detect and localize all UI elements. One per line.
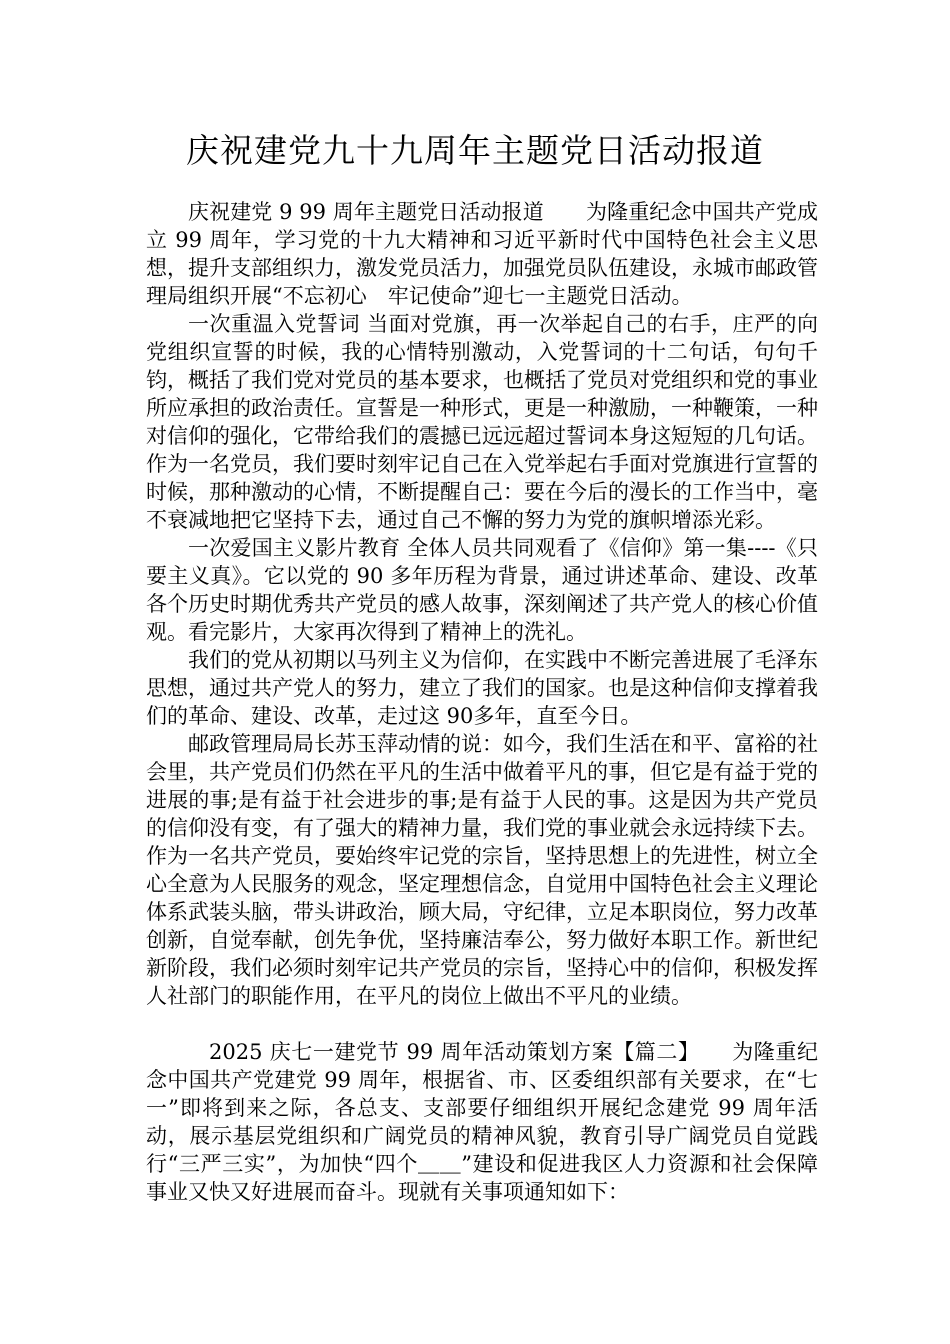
paragraph-film: 一次爱国主义影片教育 全体人员共同观看了《信仰》第一集----《只要主义真》。它以党的 90 多年历程为背景，通过讲述革命、建设、改革各个历史时期优秀共产党员的感人故事，深刻阐述了共产党人的核心价值观。看完影片，大家再次得到了精神上的洗礼。 [146, 536, 818, 644]
paragraph-oath: 一次重温入党誓词 当面对党旗，再一次举起自己的右手，庄严的向党组织宣誓的时候，我的心情特别激动，入党誓词的十二句话，句句千钧，概括了我们党对党员的基本要求，也概括了党员对党组织和党的事业所应承担的政治责任。宣誓是一种形式，更是一种激励，一种鞭策，一种对信仰的强化，它带给我们的震撼已远远超过誓词本身这短短的几句话。作为一名党员，我们要时刻牢记自己在入党举起右手面对党旗进行宣誓的时候，那种激动的心情，不断提醒自己：要在今后的漫长的工作当中，毫不衰减地把它坚持下去，通过自己不懈的努力为党的旗帜增添光彩。 [146, 312, 818, 532]
paragraph-intro: 庆祝建党 9 99 周年主题党日活动报道 为隆重纪念中国共产党成立 99 周年，学习党的十九大精神和习近平新时代中国特色社会主义思想，提升支部组织力，激发党员活力，加强党员队伍建设，永城市邮政管理局组织开展“不忘初心 牢记使命”迎七一主题党日活动。 [146, 200, 818, 308]
paragraph-spacer [146, 1010, 818, 1038]
document-title: 庆祝建党九十九周年主题党日活动报道 [186, 131, 764, 170]
paragraph-belief: 我们的党从初期以马列主义为信仰，在实践中不断完善进展了毛泽东思想，通过共产党人的努力，建立了我们的国家。也是这种信仰支撑着我们的革命、建设、改革，走过这 90多年，直至今日。 [146, 648, 818, 728]
paragraph-plan-part-two: 2025 庆七一建党节 99 周年活动策划方案【篇二】 为隆重纪念中国共产党建党 99 周年，根据省、市、区委组织部有关要求，在“七一”即将到来之际，各总支、支部要仔细组织开展纪念建党 99 周年活动，展示基层党组织和广阔党员的精神风貌，教育引导广阔党员自觉践行“三严三实”，为加快“四个＿＿”建设和促进我区人力资源和社会保障事业又快又好进展而奋斗。现就有关事项通知如下： [146, 1040, 818, 1204]
document-body [146, 198, 818, 1206]
paragraph-director-speech: 邮政管理局局长苏玉萍动情的说：如今，我们生活在和平、富裕的社会里，共产党员们仍然在平凡的生活中做着平凡的事，但它是有益于党的进展的事;是有益于社会进步的事;是有益于人民的事。这是因为共产党员的信仰没有变，有了强大的精神力量，我们党的事业就会永远持续下去。作为一名共产党员，要始终牢记党的宗旨，坚持思想上的先进性，树立全心全意为人民服务的观念，坚定理想信念，自觉用中国特色社会主义理论体系武装头脑，带头讲政治，顾大局，守纪律，立足本职岗位，努力改革创新，自觉奉献，创先争优，坚持廉洁奉公，努力做好本职工作。新世纪新阶段，我们必须时刻牢记共产党员的宗旨，坚持心中的信仰，积极发挥人社部门的职能作用，在平凡的岗位上做出不平凡的业绩。 [146, 732, 818, 1008]
